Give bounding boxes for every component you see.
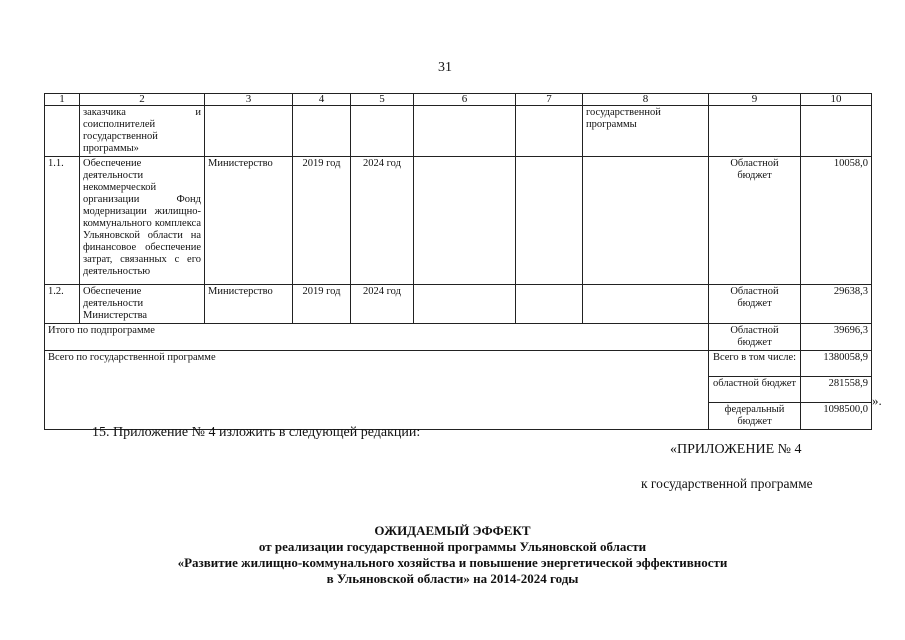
title-line: от реализации государственной программы Ульяновской области — [258, 539, 647, 554]
title-line: «Развитие жилищно-коммунального хозяйства и повышение энергетической эффективности — [177, 555, 728, 570]
total-source: областной бюджет — [709, 377, 801, 403]
row-source: Областной бюджет — [709, 157, 801, 285]
row-number: 1.1. — [45, 157, 80, 285]
total-label: Всего по государственной программе — [45, 351, 709, 430]
row-end-year: 2024 год — [351, 285, 414, 324]
closing-quote: ». — [872, 393, 882, 408]
row-end-year: 2024 год — [351, 157, 414, 285]
cell-program-cont: государственной программы — [583, 106, 709, 157]
total-source: федеральный бюджет — [709, 403, 801, 430]
document-title — [0, 523, 905, 587]
subtotal-source: Областной бюджет — [709, 324, 801, 351]
header-cell: 5 — [351, 94, 414, 106]
total-amount: 281558,9 — [801, 377, 872, 403]
item-15-text: 15. Приложение № 4 изложить в следующей редакции: — [92, 425, 421, 440]
row-amount: 29638,3 — [801, 285, 872, 324]
row-executor: Министерство — [205, 285, 293, 324]
header-cell: 3 — [205, 94, 293, 106]
row-start-year: 2019 год — [293, 157, 351, 285]
table-row-continued — [45, 106, 872, 157]
row-executor: Министерство — [205, 157, 293, 285]
program-table — [44, 93, 872, 430]
row-number: 1.2. — [45, 285, 80, 324]
row-amount: 10058,0 — [801, 157, 872, 285]
total-amount: 1098500,0 — [801, 403, 872, 430]
header-cell: 9 — [709, 94, 801, 106]
row-source: Областной бюджет — [709, 285, 801, 324]
header-cell: 7 — [516, 94, 583, 106]
appendix-subtitle: к государственной программе — [641, 476, 813, 491]
title-line: в Ульяновской области» на 2014-2024 годы — [326, 571, 579, 586]
subtotal-label: Итого по подпрограмме — [45, 324, 709, 351]
row-name: Обеспечение деятельности Министерства — [80, 285, 205, 324]
header-cell: 1 — [45, 94, 80, 106]
total-source: Всего в том числе: — [709, 351, 801, 377]
header-cell: 4 — [293, 94, 351, 106]
cell-customer-cont: заказчика и соисполнителей государственной программы» — [80, 106, 205, 157]
appendix-label: «ПРИЛОЖЕНИЕ № 4 — [670, 442, 802, 457]
table-row-1-2 — [45, 285, 872, 324]
subtotal-amount: 39696,3 — [801, 324, 872, 351]
header-cell: 6 — [414, 94, 516, 106]
subtotal-row — [45, 324, 872, 351]
title-line: ОЖИДАЕМЫЙ ЭФФЕКТ — [374, 523, 531, 538]
row-name: Обеспечение деятельности некоммерческой организации Фонд модернизации жилищно-коммунального комплекса Ульяновской области на финансовое обеспечение затрат, связанных с его деятельностью — [80, 157, 205, 285]
table-row-1-1 — [45, 157, 872, 285]
header-cell: 2 — [80, 94, 205, 106]
total-amount: 1380058,9 — [801, 351, 872, 377]
table-header-row — [45, 94, 872, 106]
page-number: 31 — [438, 60, 452, 75]
header-cell: 10 — [801, 94, 872, 106]
header-cell: 8 — [583, 94, 709, 106]
row-start-year: 2019 год — [293, 285, 351, 324]
total-row — [45, 351, 872, 377]
